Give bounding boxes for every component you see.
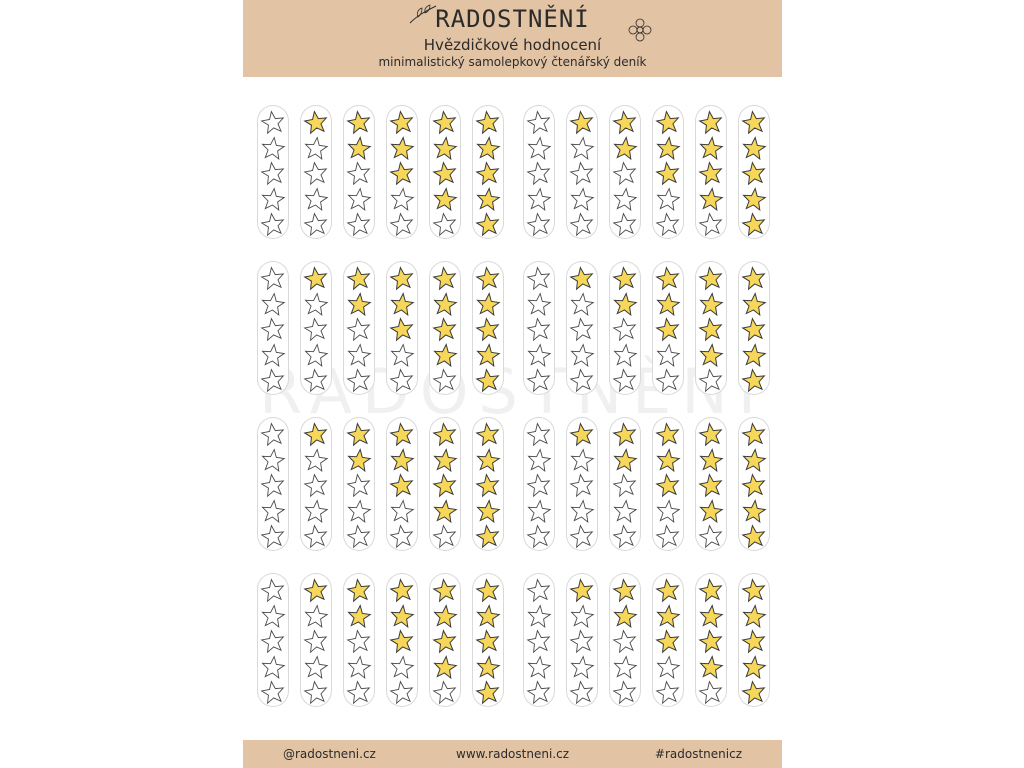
filled-star-icon bbox=[741, 603, 767, 629]
hashtag: #radostnenicz bbox=[654, 747, 742, 761]
empty-star-icon bbox=[346, 679, 372, 705]
star-rating-sticker bbox=[739, 262, 769, 394]
filled-star-icon bbox=[741, 654, 767, 680]
filled-star-icon bbox=[389, 421, 415, 447]
star-rating-sticker bbox=[258, 262, 288, 394]
empty-star-icon bbox=[655, 523, 681, 549]
empty-star-icon bbox=[346, 316, 372, 342]
filled-star-icon bbox=[698, 109, 724, 135]
filled-star-icon bbox=[475, 421, 501, 447]
empty-star-icon bbox=[303, 135, 329, 161]
filled-star-icon bbox=[346, 265, 372, 291]
filled-star-icon bbox=[432, 160, 458, 186]
star-rating-sticker bbox=[473, 262, 503, 394]
filled-star-icon bbox=[655, 577, 681, 603]
empty-star-icon bbox=[526, 291, 552, 317]
filled-star-icon bbox=[655, 421, 681, 447]
empty-star-icon bbox=[612, 523, 638, 549]
filled-star-icon bbox=[432, 447, 458, 473]
filled-star-icon bbox=[612, 135, 638, 161]
empty-star-icon bbox=[655, 342, 681, 368]
star-rating-sticker bbox=[610, 262, 640, 394]
empty-star-icon bbox=[389, 679, 415, 705]
filled-star-icon bbox=[432, 654, 458, 680]
empty-star-icon bbox=[612, 472, 638, 498]
filled-star-icon bbox=[569, 421, 595, 447]
empty-star-icon bbox=[526, 421, 552, 447]
instagram-handle: @radostneni.cz bbox=[283, 747, 376, 761]
empty-star-icon bbox=[303, 679, 329, 705]
empty-star-icon bbox=[655, 186, 681, 212]
empty-star-icon bbox=[303, 316, 329, 342]
empty-star-icon bbox=[698, 211, 724, 237]
filled-star-icon bbox=[475, 679, 501, 705]
empty-star-icon bbox=[526, 447, 552, 473]
page-subtitle: Hvězdičkové hodnocení bbox=[423, 36, 602, 54]
empty-star-icon bbox=[260, 421, 286, 447]
filled-star-icon bbox=[303, 421, 329, 447]
star-rating-sticker bbox=[387, 574, 417, 706]
empty-star-icon bbox=[655, 211, 681, 237]
empty-star-icon bbox=[260, 109, 286, 135]
empty-star-icon bbox=[432, 367, 458, 393]
star-rating-sticker bbox=[258, 574, 288, 706]
empty-star-icon bbox=[260, 472, 286, 498]
star-rating-sticker bbox=[473, 106, 503, 238]
filled-star-icon bbox=[346, 603, 372, 629]
filled-star-icon bbox=[612, 291, 638, 317]
star-rating-sticker bbox=[524, 418, 554, 550]
empty-star-icon bbox=[346, 367, 372, 393]
star-rating-sticker bbox=[387, 262, 417, 394]
filled-star-icon bbox=[475, 109, 501, 135]
star-rating-sticker bbox=[430, 262, 460, 394]
star-rating-sticker bbox=[739, 106, 769, 238]
empty-star-icon bbox=[526, 211, 552, 237]
filled-star-icon bbox=[346, 577, 372, 603]
filled-star-icon bbox=[432, 291, 458, 317]
filled-star-icon bbox=[475, 211, 501, 237]
empty-star-icon bbox=[612, 367, 638, 393]
empty-star-icon bbox=[303, 472, 329, 498]
filled-star-icon bbox=[612, 109, 638, 135]
filled-star-icon bbox=[741, 577, 767, 603]
star-rating-sticker bbox=[301, 106, 331, 238]
empty-star-icon bbox=[569, 160, 595, 186]
filled-star-icon bbox=[432, 265, 458, 291]
empty-star-icon bbox=[260, 367, 286, 393]
filled-star-icon bbox=[741, 447, 767, 473]
empty-star-icon bbox=[303, 367, 329, 393]
filled-star-icon bbox=[741, 523, 767, 549]
empty-star-icon bbox=[260, 628, 286, 654]
filled-star-icon bbox=[741, 367, 767, 393]
empty-star-icon bbox=[569, 291, 595, 317]
filled-star-icon bbox=[389, 603, 415, 629]
empty-star-icon bbox=[260, 523, 286, 549]
star-rating-sticker bbox=[567, 418, 597, 550]
filled-star-icon bbox=[569, 265, 595, 291]
filled-star-icon bbox=[655, 265, 681, 291]
empty-star-icon bbox=[526, 186, 552, 212]
footer-banner bbox=[243, 740, 782, 768]
empty-star-icon bbox=[526, 265, 552, 291]
empty-star-icon bbox=[260, 291, 286, 317]
filled-star-icon bbox=[698, 316, 724, 342]
filled-star-icon bbox=[389, 472, 415, 498]
empty-star-icon bbox=[698, 523, 724, 549]
star-rating-sticker bbox=[610, 106, 640, 238]
filled-star-icon bbox=[346, 109, 372, 135]
star-rating-sticker bbox=[301, 574, 331, 706]
filled-star-icon bbox=[303, 577, 329, 603]
star-rating-sticker bbox=[610, 574, 640, 706]
filled-star-icon bbox=[389, 628, 415, 654]
empty-star-icon bbox=[526, 316, 552, 342]
empty-star-icon bbox=[569, 342, 595, 368]
empty-star-icon bbox=[698, 679, 724, 705]
empty-star-icon bbox=[612, 316, 638, 342]
empty-star-icon bbox=[303, 654, 329, 680]
empty-star-icon bbox=[303, 160, 329, 186]
header-banner bbox=[243, 0, 782, 77]
empty-star-icon bbox=[346, 211, 372, 237]
filled-star-icon bbox=[346, 135, 372, 161]
empty-star-icon bbox=[569, 367, 595, 393]
filled-star-icon bbox=[741, 679, 767, 705]
filled-star-icon bbox=[698, 342, 724, 368]
filled-star-icon bbox=[741, 135, 767, 161]
empty-star-icon bbox=[389, 523, 415, 549]
filled-star-icon bbox=[389, 316, 415, 342]
filled-star-icon bbox=[741, 421, 767, 447]
filled-star-icon bbox=[741, 342, 767, 368]
empty-star-icon bbox=[526, 679, 552, 705]
filled-star-icon bbox=[475, 160, 501, 186]
sticker-sheet bbox=[243, 0, 782, 768]
star-rating-sticker bbox=[301, 418, 331, 550]
empty-star-icon bbox=[346, 160, 372, 186]
empty-star-icon bbox=[526, 367, 552, 393]
star-rating-sticker bbox=[473, 574, 503, 706]
filled-star-icon bbox=[612, 447, 638, 473]
star-rating-sticker bbox=[258, 418, 288, 550]
filled-star-icon bbox=[741, 186, 767, 212]
filled-star-icon bbox=[389, 447, 415, 473]
empty-star-icon bbox=[260, 679, 286, 705]
filled-star-icon bbox=[741, 291, 767, 317]
empty-star-icon bbox=[432, 211, 458, 237]
filled-star-icon bbox=[612, 265, 638, 291]
empty-star-icon bbox=[612, 342, 638, 368]
empty-star-icon bbox=[612, 186, 638, 212]
empty-star-icon bbox=[260, 211, 286, 237]
empty-star-icon bbox=[346, 498, 372, 524]
star-rating-sticker bbox=[696, 106, 726, 238]
filled-star-icon bbox=[655, 316, 681, 342]
filled-star-icon bbox=[346, 291, 372, 317]
empty-star-icon bbox=[655, 654, 681, 680]
filled-star-icon bbox=[346, 421, 372, 447]
star-rating-sticker bbox=[344, 418, 374, 550]
star-rating-sticker bbox=[524, 262, 554, 394]
filled-star-icon bbox=[612, 577, 638, 603]
empty-star-icon bbox=[526, 654, 552, 680]
empty-star-icon bbox=[260, 498, 286, 524]
star-rating-sticker bbox=[653, 418, 683, 550]
filled-star-icon bbox=[612, 421, 638, 447]
filled-star-icon bbox=[475, 577, 501, 603]
empty-star-icon bbox=[569, 316, 595, 342]
star-rating-sticker bbox=[739, 418, 769, 550]
filled-star-icon bbox=[389, 109, 415, 135]
filled-star-icon bbox=[303, 109, 329, 135]
filled-star-icon bbox=[698, 291, 724, 317]
empty-star-icon bbox=[260, 577, 286, 603]
star-rating-sticker bbox=[653, 262, 683, 394]
empty-star-icon bbox=[569, 472, 595, 498]
filled-star-icon bbox=[475, 472, 501, 498]
filled-star-icon bbox=[432, 109, 458, 135]
star-rating-sticker bbox=[430, 574, 460, 706]
filled-star-icon bbox=[612, 603, 638, 629]
filled-star-icon bbox=[698, 603, 724, 629]
filled-star-icon bbox=[389, 135, 415, 161]
filled-star-icon bbox=[698, 472, 724, 498]
empty-star-icon bbox=[655, 679, 681, 705]
empty-star-icon bbox=[526, 498, 552, 524]
filled-star-icon bbox=[655, 135, 681, 161]
empty-star-icon bbox=[389, 367, 415, 393]
filled-star-icon bbox=[741, 160, 767, 186]
empty-star-icon bbox=[303, 628, 329, 654]
star-rating-sticker bbox=[696, 574, 726, 706]
empty-star-icon bbox=[612, 628, 638, 654]
empty-star-icon bbox=[526, 160, 552, 186]
empty-star-icon bbox=[346, 654, 372, 680]
filled-star-icon bbox=[432, 603, 458, 629]
filled-star-icon bbox=[741, 498, 767, 524]
filled-star-icon bbox=[432, 577, 458, 603]
filled-star-icon bbox=[432, 498, 458, 524]
empty-star-icon bbox=[698, 367, 724, 393]
empty-star-icon bbox=[389, 498, 415, 524]
filled-star-icon bbox=[432, 135, 458, 161]
star-rating-sticker bbox=[387, 106, 417, 238]
filled-star-icon bbox=[475, 523, 501, 549]
star-rating-sticker bbox=[567, 574, 597, 706]
empty-star-icon bbox=[260, 654, 286, 680]
empty-star-icon bbox=[569, 654, 595, 680]
filled-star-icon bbox=[655, 160, 681, 186]
empty-star-icon bbox=[389, 654, 415, 680]
empty-star-icon bbox=[526, 628, 552, 654]
empty-star-icon bbox=[569, 447, 595, 473]
empty-star-icon bbox=[346, 523, 372, 549]
filled-star-icon bbox=[698, 447, 724, 473]
filled-star-icon bbox=[741, 265, 767, 291]
empty-star-icon bbox=[303, 186, 329, 212]
filled-star-icon bbox=[741, 109, 767, 135]
empty-star-icon bbox=[526, 603, 552, 629]
star-rating-sticker bbox=[653, 106, 683, 238]
star-rating-sticker bbox=[739, 574, 769, 706]
filled-star-icon bbox=[475, 367, 501, 393]
empty-star-icon bbox=[260, 160, 286, 186]
star-rating-sticker bbox=[696, 262, 726, 394]
filled-star-icon bbox=[432, 472, 458, 498]
filled-star-icon bbox=[475, 186, 501, 212]
empty-star-icon bbox=[526, 523, 552, 549]
filled-star-icon bbox=[698, 421, 724, 447]
empty-star-icon bbox=[569, 523, 595, 549]
star-rating-sticker bbox=[301, 262, 331, 394]
watermark: RADOSTNĚNÍ bbox=[259, 355, 766, 428]
filled-star-icon bbox=[475, 603, 501, 629]
filled-star-icon bbox=[741, 628, 767, 654]
star-rating-sticker bbox=[567, 106, 597, 238]
empty-star-icon bbox=[612, 679, 638, 705]
star-rating-sticker bbox=[344, 106, 374, 238]
star-rating-sticker bbox=[430, 106, 460, 238]
empty-star-icon bbox=[303, 447, 329, 473]
website-url: www.radostneni.cz bbox=[456, 747, 569, 761]
empty-star-icon bbox=[260, 316, 286, 342]
star-rating-sticker bbox=[567, 262, 597, 394]
empty-star-icon bbox=[569, 186, 595, 212]
filled-star-icon bbox=[698, 628, 724, 654]
filled-star-icon bbox=[698, 265, 724, 291]
filled-star-icon bbox=[655, 291, 681, 317]
empty-star-icon bbox=[303, 291, 329, 317]
empty-star-icon bbox=[260, 603, 286, 629]
empty-star-icon bbox=[346, 342, 372, 368]
empty-star-icon bbox=[655, 367, 681, 393]
filled-star-icon bbox=[475, 265, 501, 291]
filled-star-icon bbox=[475, 316, 501, 342]
empty-star-icon bbox=[432, 679, 458, 705]
filled-star-icon bbox=[432, 421, 458, 447]
filled-star-icon bbox=[389, 291, 415, 317]
filled-star-icon bbox=[475, 447, 501, 473]
empty-star-icon bbox=[260, 186, 286, 212]
empty-star-icon bbox=[569, 603, 595, 629]
empty-star-icon bbox=[526, 109, 552, 135]
empty-star-icon bbox=[260, 135, 286, 161]
empty-star-icon bbox=[346, 186, 372, 212]
empty-star-icon bbox=[569, 679, 595, 705]
filled-star-icon bbox=[698, 135, 724, 161]
empty-star-icon bbox=[569, 211, 595, 237]
empty-star-icon bbox=[389, 186, 415, 212]
empty-star-icon bbox=[569, 135, 595, 161]
filled-star-icon bbox=[741, 211, 767, 237]
empty-star-icon bbox=[260, 265, 286, 291]
empty-star-icon bbox=[612, 498, 638, 524]
filled-star-icon bbox=[346, 447, 372, 473]
filled-star-icon bbox=[475, 291, 501, 317]
filled-star-icon bbox=[432, 628, 458, 654]
filled-star-icon bbox=[741, 316, 767, 342]
filled-star-icon bbox=[432, 342, 458, 368]
empty-star-icon bbox=[526, 342, 552, 368]
empty-star-icon bbox=[612, 160, 638, 186]
filled-star-icon bbox=[569, 577, 595, 603]
empty-star-icon bbox=[303, 498, 329, 524]
filled-star-icon bbox=[432, 316, 458, 342]
empty-star-icon bbox=[260, 342, 286, 368]
empty-star-icon bbox=[432, 523, 458, 549]
filled-star-icon bbox=[655, 447, 681, 473]
star-rating-sticker bbox=[610, 418, 640, 550]
page-tagline: minimalistický samolepkový čtenářský deník bbox=[378, 55, 647, 69]
filled-star-icon bbox=[655, 628, 681, 654]
empty-star-icon bbox=[569, 498, 595, 524]
filled-star-icon bbox=[698, 160, 724, 186]
empty-star-icon bbox=[569, 628, 595, 654]
filled-star-icon bbox=[389, 577, 415, 603]
filled-star-icon bbox=[655, 603, 681, 629]
filled-star-icon bbox=[475, 135, 501, 161]
star-rating-sticker bbox=[524, 574, 554, 706]
empty-star-icon bbox=[612, 654, 638, 680]
empty-star-icon bbox=[526, 135, 552, 161]
empty-star-icon bbox=[526, 577, 552, 603]
filled-star-icon bbox=[475, 342, 501, 368]
empty-star-icon bbox=[346, 472, 372, 498]
filled-star-icon bbox=[475, 498, 501, 524]
filled-star-icon bbox=[698, 186, 724, 212]
empty-star-icon bbox=[260, 447, 286, 473]
empty-star-icon bbox=[346, 628, 372, 654]
filled-star-icon bbox=[698, 498, 724, 524]
filled-star-icon bbox=[741, 472, 767, 498]
empty-star-icon bbox=[526, 472, 552, 498]
star-rating-sticker bbox=[344, 262, 374, 394]
empty-star-icon bbox=[612, 211, 638, 237]
filled-star-icon bbox=[569, 109, 595, 135]
filled-star-icon bbox=[698, 577, 724, 603]
empty-star-icon bbox=[303, 342, 329, 368]
empty-star-icon bbox=[303, 603, 329, 629]
filled-star-icon bbox=[655, 472, 681, 498]
filled-star-icon bbox=[303, 265, 329, 291]
star-rating-sticker bbox=[473, 418, 503, 550]
filled-star-icon bbox=[698, 654, 724, 680]
filled-star-icon bbox=[389, 160, 415, 186]
filled-star-icon bbox=[475, 628, 501, 654]
star-rating-sticker bbox=[524, 106, 554, 238]
filled-star-icon bbox=[475, 654, 501, 680]
star-rating-sticker bbox=[258, 106, 288, 238]
empty-star-icon bbox=[389, 342, 415, 368]
star-rating-sticker bbox=[696, 418, 726, 550]
brand-title: RADOSTNĚNÍ bbox=[435, 5, 590, 33]
empty-star-icon bbox=[389, 211, 415, 237]
empty-star-icon bbox=[655, 498, 681, 524]
star-rating-sticker bbox=[653, 574, 683, 706]
filled-star-icon bbox=[655, 109, 681, 135]
empty-star-icon bbox=[303, 211, 329, 237]
star-rating-sticker bbox=[387, 418, 417, 550]
filled-star-icon bbox=[389, 265, 415, 291]
filled-star-icon bbox=[432, 186, 458, 212]
star-rating-sticker bbox=[344, 574, 374, 706]
empty-star-icon bbox=[303, 523, 329, 549]
star-rating-sticker bbox=[430, 418, 460, 550]
